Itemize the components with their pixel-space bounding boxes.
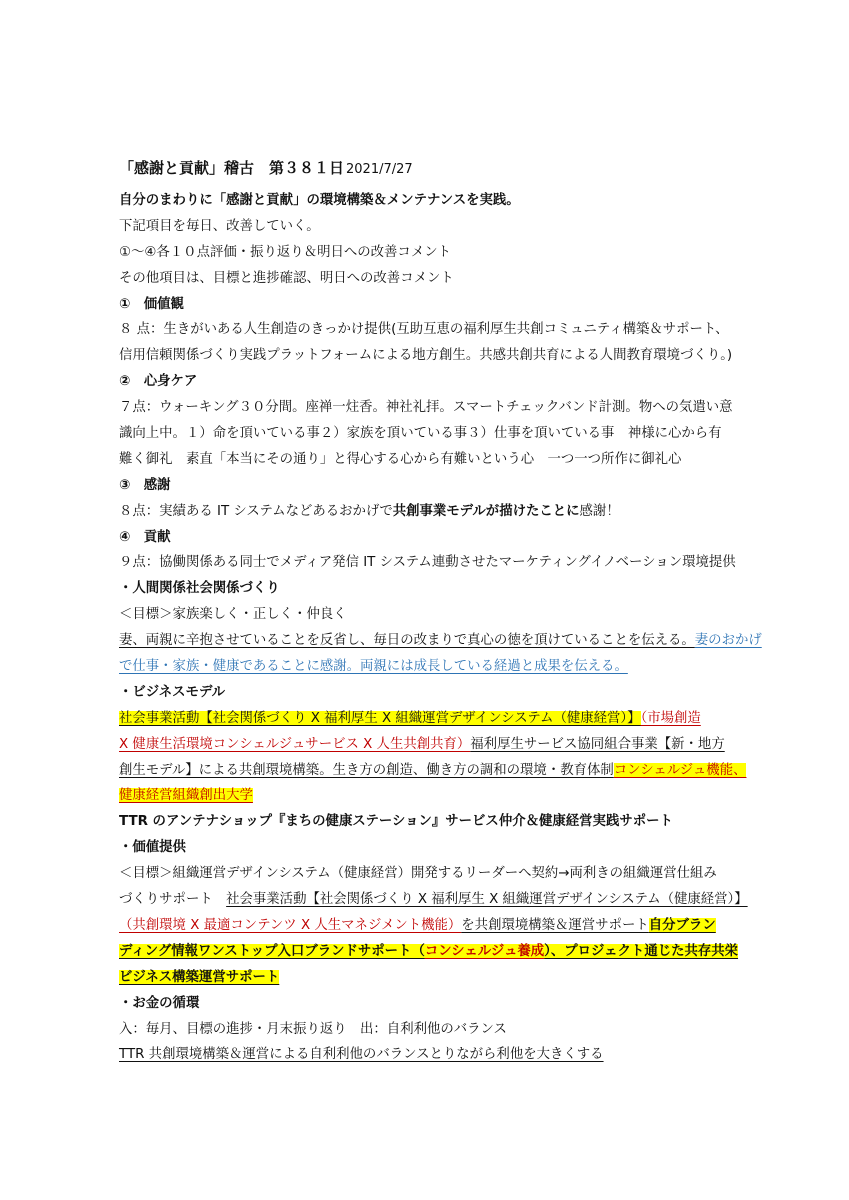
relations-line-2 <box>119 654 731 680</box>
value-offer-line-3-underlined: を共創環境構築＆運営サポート <box>461 917 649 933</box>
intro-line-1: 下記項目を毎日、改善していく。 <box>119 218 320 234</box>
values-heading: ① 価値観 <box>119 296 184 312</box>
business-line-1-highlight: 社会事業活動【社会関係づくり X 福利厚生 X 組織運営デザインシステム（健康経営）】 <box>119 710 641 726</box>
business-line-2-red: X 健康生活環境コンシェルジュサービス X 人生共創共育） <box>119 736 471 752</box>
relations-line-2-blue: で仕事・家族・健康であることに感謝。両親には成長している経過と成果を伝える。 <box>119 659 628 675</box>
value-offer-line-3-highlight: 自分ブラン <box>648 917 716 933</box>
value-offer-line-3 <box>119 913 731 939</box>
document-body <box>119 148 762 1068</box>
relations-goal: ＜目標＞家族楽しく・正しく・仲良く <box>119 607 347 623</box>
money-heading: ・お金の循環 <box>119 995 200 1011</box>
business-line-4-highlight: 健康経営組織創出大学 <box>119 788 253 804</box>
business-line-2 <box>119 732 731 758</box>
relations-line-1-blue: 妻のおかげ <box>694 633 762 649</box>
gratitude-bold: 共創事業モデルが描けたことに <box>392 503 580 519</box>
value-offer-line-4-highlight-b: ）、プロジェクト通じた共存共栄 <box>544 943 739 959</box>
value-offer-line-4-highlight-red: コンシェルジュ養成 <box>424 943 545 959</box>
page-title <box>119 148 731 188</box>
contribution-heading: ④ 貢献 <box>119 529 171 545</box>
title-date: 2021/7/27 <box>346 162 413 177</box>
business-line-3 <box>119 758 747 784</box>
value-offer-line-5-highlight: ビジネス構築運営サポート <box>119 969 280 985</box>
values-line-1: ８ 点：生きがいある人生創造のきっかけ提供(互助互恵の福利厚生共創コミュニティ構築＆サポート、 <box>119 322 729 338</box>
relations-heading: ・人間関係社会関係づくり <box>119 581 280 597</box>
mindbody-line-1: ７点：ウォーキング３０分間。座禅一炷香。神社礼拝。スマートチェックバンド計測。物への気遣い意 <box>119 400 733 416</box>
money-line-1: 入：毎月、目標の進捗・月末振り返り 出：自利利他のバランス <box>119 1021 507 1037</box>
intro-line-2: ①～④各１０点評価・振り返り＆明日への改善コメント <box>119 244 451 260</box>
gratitude-line <box>119 499 731 525</box>
gratitude-prefix: ８点：実績ある IT システムなどあるおかげで <box>119 503 393 519</box>
value-offer-line-5 <box>119 965 731 991</box>
value-offer-heading: ・価値提供 <box>119 840 186 856</box>
mindbody-line-2: 識向上中。１）命を頂いている事２）家族を頂いている事３）仕事を頂いている事 神様に心から有 <box>119 426 722 442</box>
value-offer-line-2-text: づくりサポート <box>119 892 227 908</box>
value-offer-line-2-underlined: 社会事業活動【社会関係づくり X 福利厚生 X 組織運営デザインシステム（健康経営）】 <box>226 892 748 908</box>
business-ttr: TTR のアンテナショップ『まちの健康ステーション』サービス仲介＆健康経営実践サポート <box>119 814 673 830</box>
value-offer-line-2 <box>119 887 748 913</box>
mindbody-heading: ② 心身ケア <box>119 374 198 390</box>
money-line-2 <box>119 1042 731 1068</box>
business-line-3-text: 創生モデル】による共創環境構築。生き方の創造、働き方の調和の環境・教育体制 <box>119 762 614 778</box>
money-line-2-underlined: TTR 共創環境構築＆運営による自利利他のバランスとりながら利他を大きくする <box>119 1047 604 1063</box>
values-line-2: 信用信頼関係づくり実践プラットフォームによる地方創生。共感共創共育による人間教育環境づくり。) <box>119 348 733 364</box>
gratitude-suffix: 感謝！ <box>579 503 620 519</box>
contribution-line-1: ９点：協働関係ある同士でメディア発信 IT システム連動させたマーケティングイノベーション環境提供 <box>119 555 736 571</box>
business-line-1 <box>119 706 731 732</box>
gratitude-heading: ③ 感謝 <box>119 477 171 493</box>
value-offer-line-4 <box>119 939 739 965</box>
title-text: 「感謝と貢献」稽古 第３８１日 <box>119 159 345 177</box>
relations-line-1-text: 妻、両親に辛抱させていることを反省し、毎日の改まりで真心の徳を頂けていることを伝える。 <box>119 633 695 649</box>
business-line-3-highlight: コンシェルジュ機能、 <box>613 762 747 778</box>
intro-line-3: その他項目は、目標と進捗確認、明日への改善コメント <box>119 270 454 286</box>
business-line-1-red: （市場創造 <box>640 710 701 726</box>
intro-heading: 自分のまわりに「感謝と貢献」の環境構築＆メンテナンスを実践。 <box>119 193 520 208</box>
relations-line-1 <box>119 628 762 654</box>
value-offer-line-4-highlight-a: ディング情報ワンストップ入口ブランドサポート（ <box>119 943 425 959</box>
mindbody-line-3: 難く御礼 素直「本当にその通り」と得心する心から有難いという心 一つ一つ所作に御礼心 <box>119 451 682 467</box>
value-offer-line-3-red: （共創環境 X 最適コンテンツ X 人生マネジメント機能） <box>119 917 462 933</box>
business-line-4 <box>119 783 731 809</box>
business-heading: ・ビジネスモデル <box>119 684 226 700</box>
business-line-2-text: 福利厚生サービス協同組合事業【新・地方 <box>470 736 725 752</box>
value-offer-line-1: ＜目標＞組織運営デザインシステム（健康経営）開発するリーダーへ契約→両利きの組織運営仕組み <box>119 866 717 882</box>
